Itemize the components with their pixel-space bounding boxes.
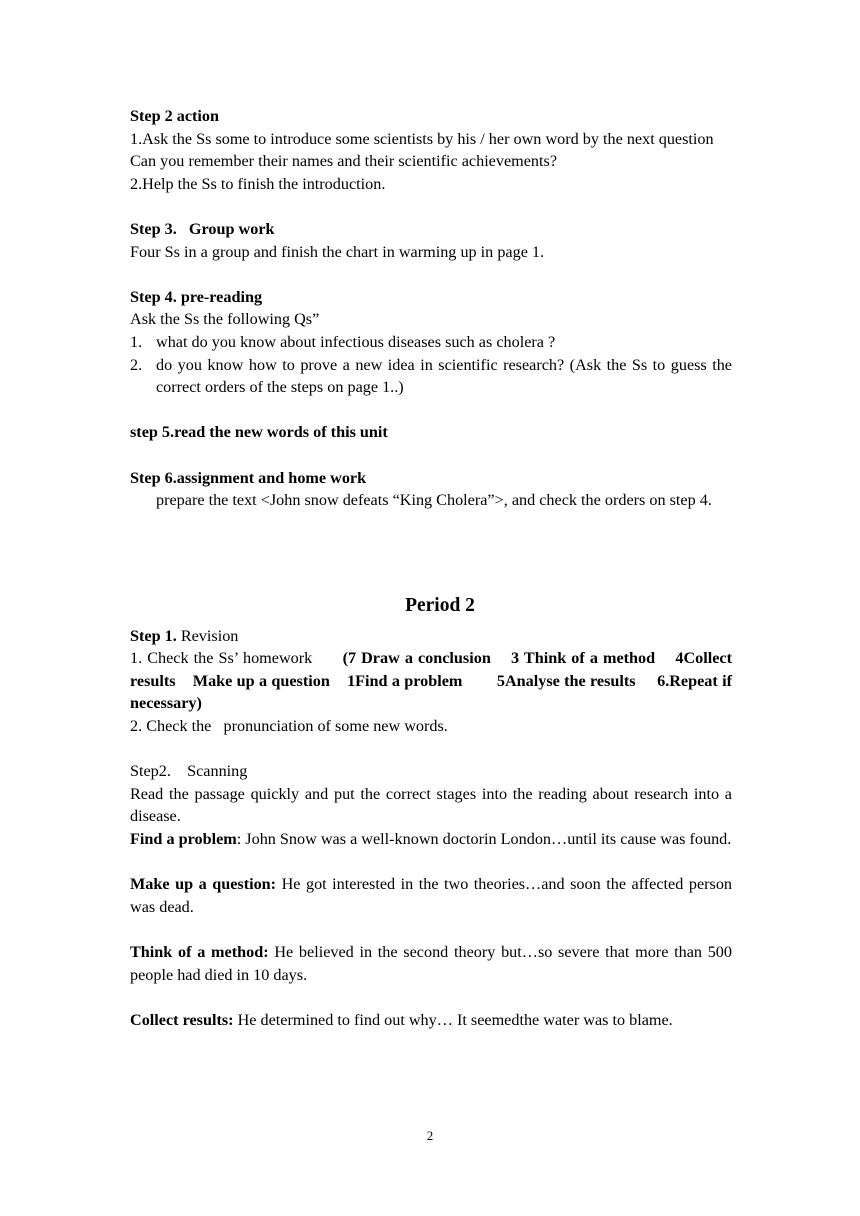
- period-2-title: Period 2: [405, 594, 475, 616]
- p2-step2-text: Read the passage quickly and put the correct stages into the reading about research into a disease.: [130, 784, 732, 826]
- stage-text: : John Snow was a well-known doctorin London…until its cause was found.: [236, 830, 732, 849]
- p2-check-pronunciation: 2. Check the pronunciation of some new words.: [130, 717, 448, 736]
- list-item: [130, 331, 732, 354]
- step6-text: prepare the text <John snow defeats “King Cholera”>, and check the orders on step 4.: [156, 491, 712, 510]
- stage-label: Collect results:: [130, 1010, 234, 1029]
- list-item: [130, 354, 732, 399]
- stage-label: Think of a method:: [130, 943, 269, 961]
- stage-text: He believed in the second theory but…so severe that more than 500 people had died in 10 days.: [130, 943, 732, 984]
- step2-line2: Can you remember their names and their scientific achievements?: [130, 152, 558, 171]
- step4-question-list: [130, 331, 732, 399]
- stage-think-method: [130, 941, 732, 986]
- document-body: [130, 105, 732, 1031]
- p2-step1-line: [130, 625, 732, 648]
- step2-heading: Step 2 action: [130, 107, 220, 125]
- stage-label: Make up a question:: [130, 875, 277, 894]
- list-item-text: do you know how to prove a new idea in scientific research? (Ask the Ss to guess the correct orders of the steps on page 1..): [156, 355, 732, 397]
- step2-line3: 2.Help the Ss to finish the introduction.: [130, 174, 386, 193]
- list-item-text: what do you know about infectious diseases such as cholera ?: [156, 332, 556, 351]
- step6-heading: Step 6.assignment and home work: [130, 468, 367, 487]
- step2-line1: 1.Ask the Ss some to introduce some scientists by his / her own word by the next question: [130, 129, 714, 148]
- stage-collect-results: [130, 1009, 732, 1032]
- p2-steps-order: (7 Draw a conclusion 3 Think of a method 4Collect results Make up a question 1Find a problem 5Analyse the results 6.Repeat if necessary): [130, 649, 732, 713]
- list-item-number: 2.: [130, 355, 143, 374]
- stage-text: He determined to find out why… It seemedthe water was to blame.: [233, 1010, 673, 1029]
- stage-make-question: [130, 873, 732, 918]
- step5-heading: step 5.read the new words of this unit: [130, 423, 388, 442]
- list-item-number: 1.: [130, 332, 143, 351]
- page-number: 2: [426, 1128, 434, 1143]
- step3-heading: Step 3. Group work: [130, 219, 275, 238]
- step4-intro: Ask the Ss the following Qs”: [130, 310, 320, 329]
- stage-label: Find a problem: [130, 830, 237, 849]
- p2-check-homework-text: 1. Check the Ss’ homework: [130, 649, 343, 668]
- stage-find-problem: [130, 828, 732, 851]
- step3-text: Four Ss in a group and finish the chart in warming up in page 1.: [130, 242, 545, 261]
- step4-heading: Step 4. pre-reading: [130, 287, 263, 306]
- p2-step1-label: Step 1.: [130, 626, 177, 645]
- p2-check-homework: [130, 647, 732, 715]
- stage-text: He got interested in the two theories…and soon the affected person was dead.: [130, 875, 733, 916]
- p2-step2-heading: Step2. Scanning: [130, 762, 248, 781]
- p2-step1-title: Revision: [176, 626, 239, 645]
